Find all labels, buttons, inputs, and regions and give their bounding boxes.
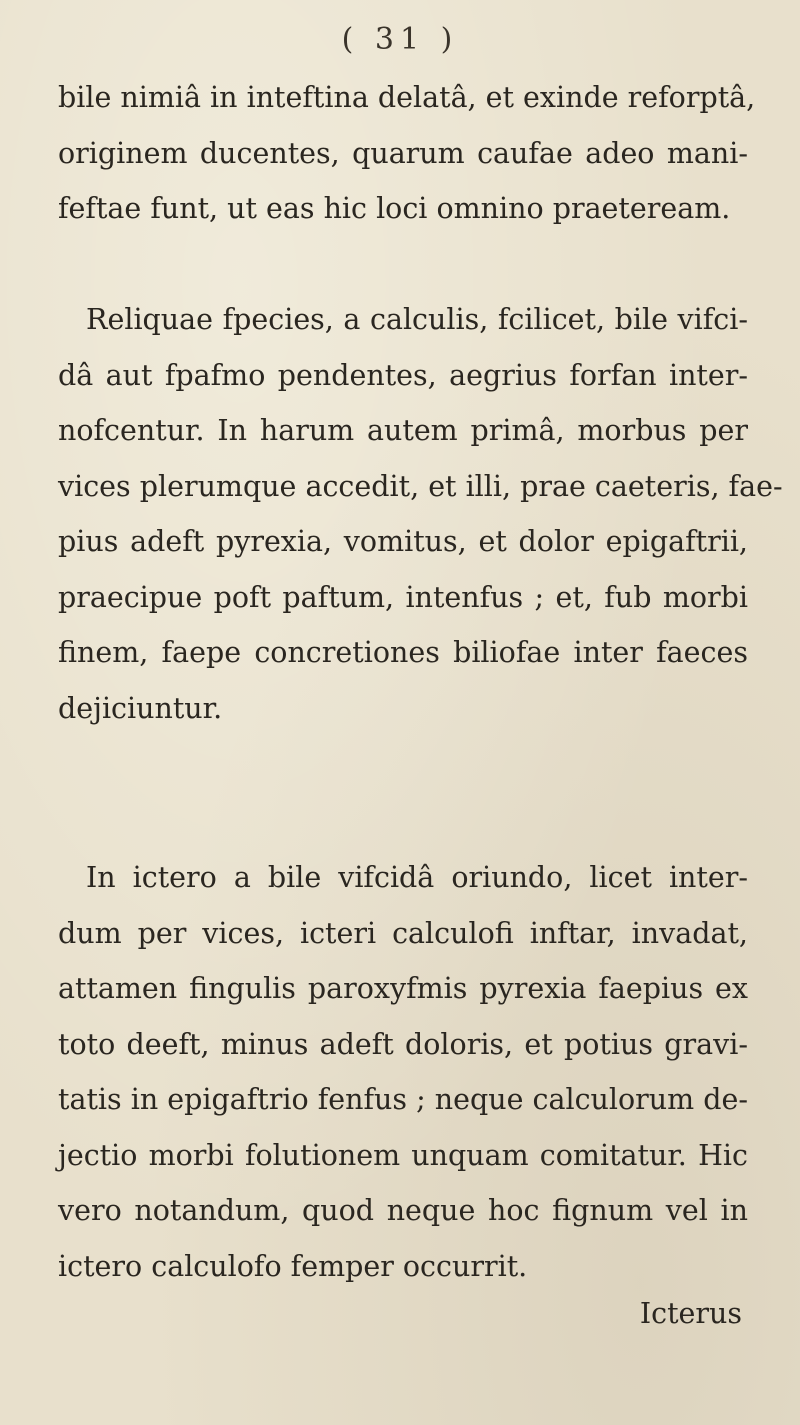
paragraph-3	[58, 850, 748, 1294]
text-line: bile nimiâ in inteftina delatâ, et exinde reforptâ,	[58, 81, 756, 114]
text-line: nofcentur. In harum autem primâ, morbus per	[58, 414, 748, 447]
text-line: ictero calculofo femper occurrit.	[58, 1249, 528, 1283]
text-line: dâ aut fpafmo pendentes, aegrius forfan inter-	[58, 358, 748, 392]
page-number: ( 31 )	[341, 22, 459, 57]
paragraph-2	[58, 292, 783, 736]
text-line: attamen fingulis paroxyfmis pyrexia faepius ex	[58, 972, 748, 1005]
text-line: vices plerumque accedit, et illi, prae caeteris, fae-	[58, 469, 783, 503]
text-line: originem ducentes, quarum caufae adeo mani-	[58, 136, 748, 170]
text-line: praecipue poft paftum, intenfus ; et, fub morbi	[58, 580, 748, 614]
text-line: dum per vices, icteri calculofi inftar, invadat,	[58, 916, 748, 950]
text-line: toto deeft, minus adeft doloris, et potius gravi-	[58, 1027, 748, 1061]
text-line: vero notandum, quod neque hoc fignum vel in	[58, 1194, 748, 1227]
text-line: In ictero a bile vifcidâ oriundo, licet inter-	[86, 861, 748, 894]
text-line: finem, faepe concretiones biliofae inter faeces	[58, 636, 748, 669]
text-line: Reliquae fpecies, a calculis, fcilicet, bile vifci-	[86, 303, 748, 336]
text-line: pius adeft pyrexia, vomitus, et dolor epigaftrii,	[58, 525, 748, 558]
paragraph-1	[58, 70, 756, 237]
text-line: tatis in epigaftrio fenfus ; neque calculorum de-	[58, 1083, 748, 1116]
text-line: feftae funt, ut eas hic loci omnino praeteream.	[58, 192, 731, 225]
text-line: dejiciuntur.	[58, 691, 223, 725]
text-line: jectio morbi folutionem unquam comitatur. Hic	[58, 1138, 748, 1172]
catchword: Icterus	[639, 1297, 742, 1330]
